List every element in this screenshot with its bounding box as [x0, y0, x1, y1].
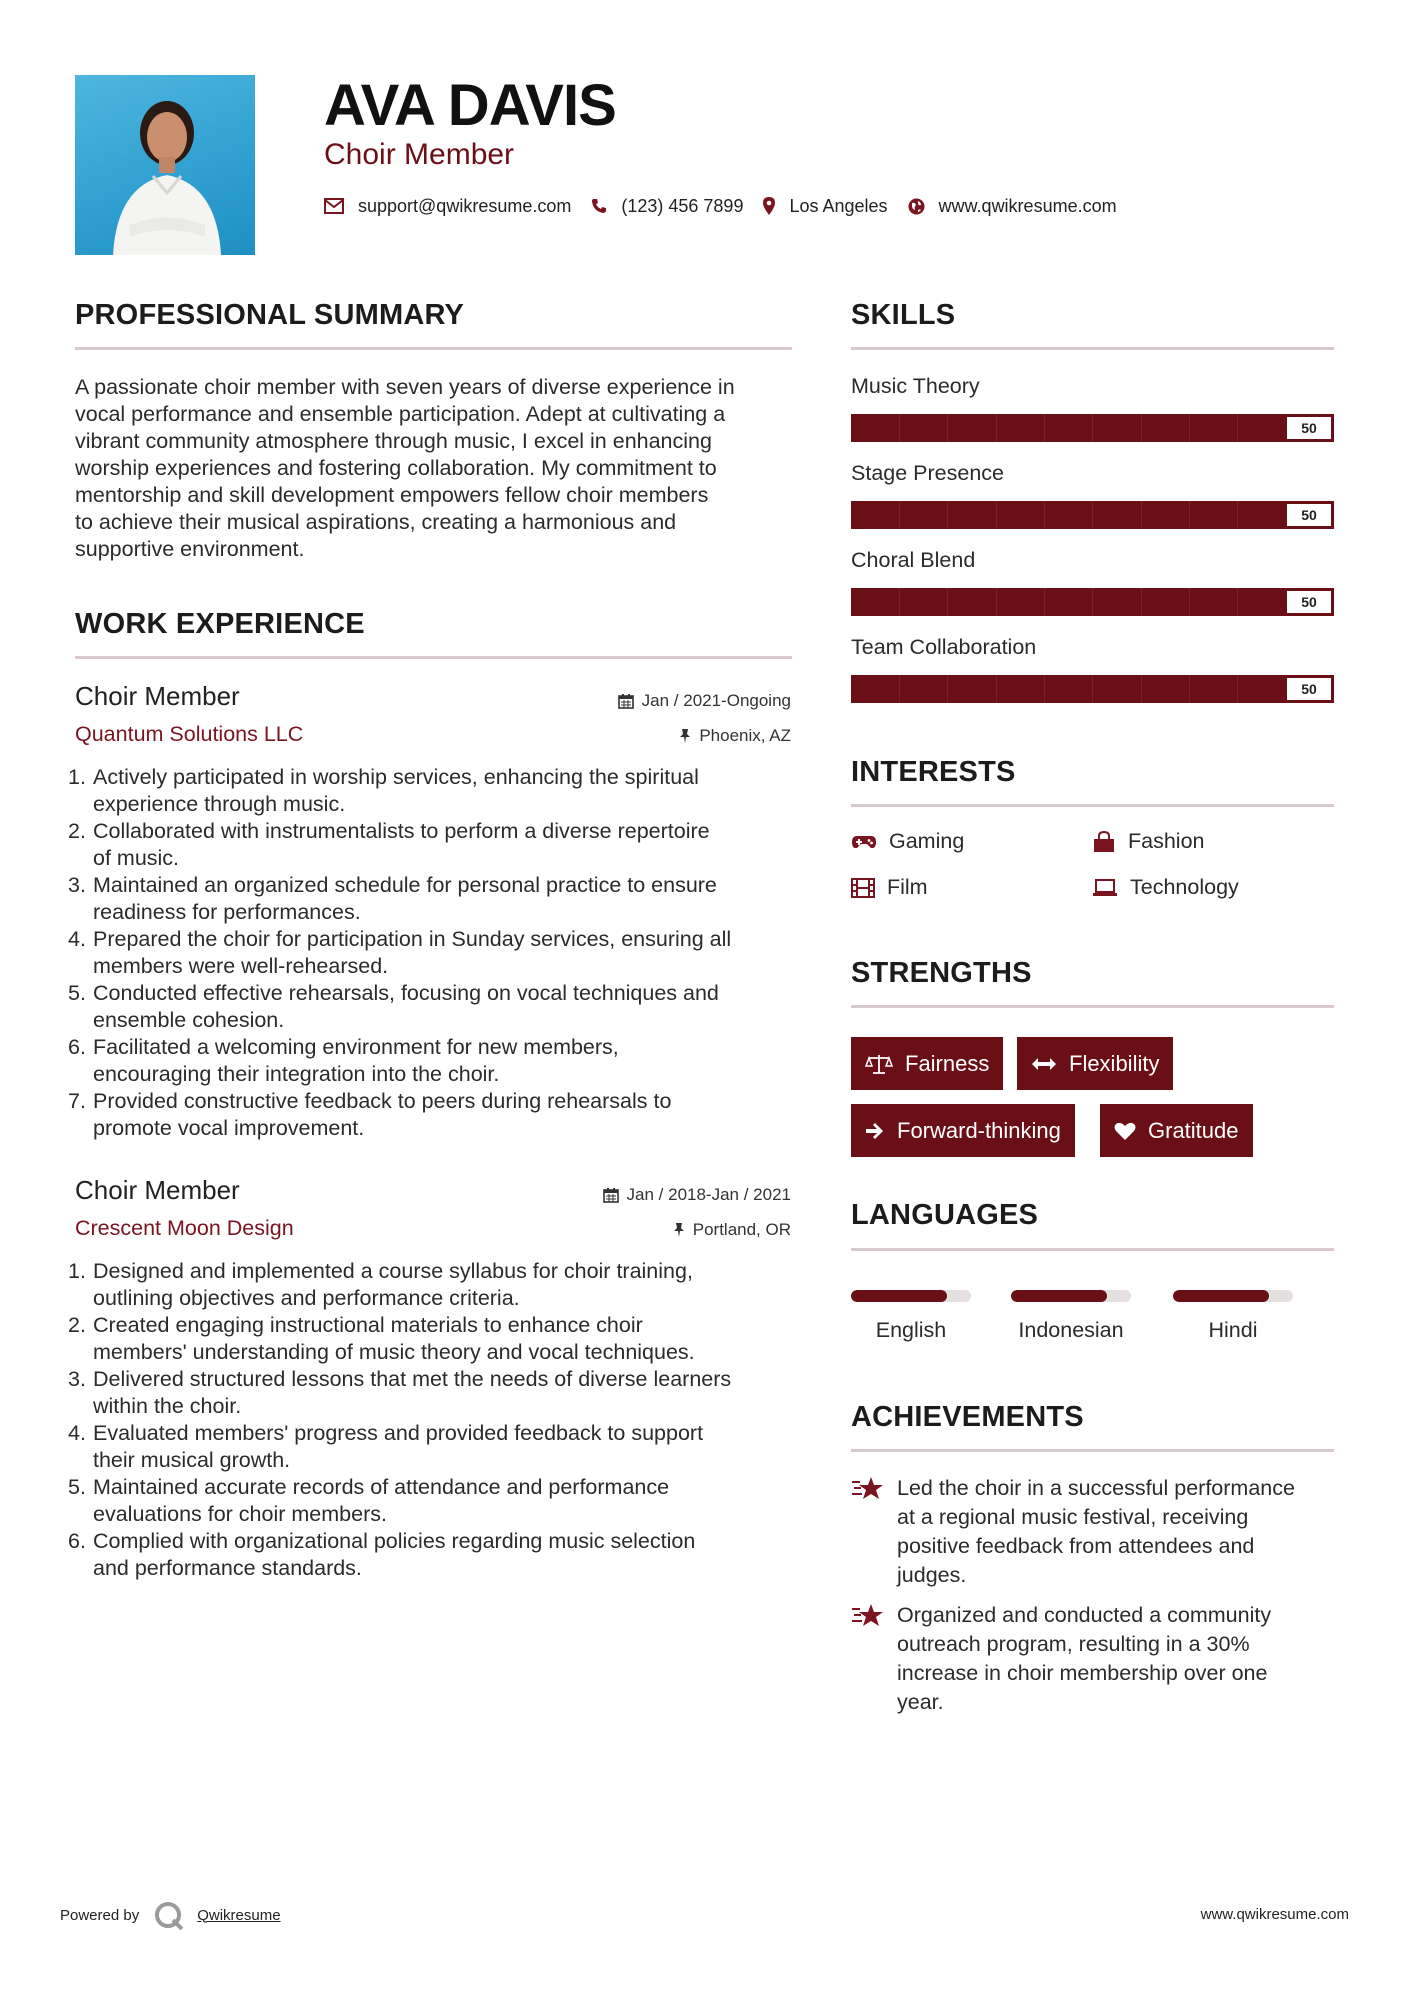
list-item-line: experience through music. [93, 792, 346, 816]
summary-rule [75, 347, 792, 350]
achievement-text [897, 1601, 1271, 1717]
job-company: Crescent Moon Design [75, 1216, 294, 1240]
achievements-rule [851, 1449, 1334, 1452]
list-item-number: 3. [68, 1367, 86, 1391]
envelope-icon [324, 198, 344, 214]
list-item-line: Complied with organizational policies regarding music selection [93, 1529, 696, 1553]
job-dates [618, 691, 791, 711]
job-location-text: Phoenix, AZ [699, 726, 791, 745]
job-dates-text: Jan / 2021-Ongoing [641, 691, 791, 710]
gamepad-icon [851, 833, 877, 851]
achievement-line: increase in choir membership over one [897, 1661, 1268, 1685]
list-item-line: within the choir. [93, 1394, 242, 1418]
summary-line: supportive environment. [75, 537, 305, 561]
list-item-number: 2. [68, 819, 86, 843]
interest-label: Gaming [889, 829, 965, 853]
list-item-number: 3. [68, 873, 86, 897]
strength-label: Gratitude [1148, 1117, 1239, 1143]
language-level-bar [1173, 1290, 1293, 1302]
interest-item [851, 875, 928, 900]
job-bullets [68, 1258, 793, 1582]
contact-email-text: support@qwikresume.com [358, 195, 572, 216]
job-location [679, 726, 791, 746]
interest-item [851, 829, 964, 854]
arrow-right-icon [865, 1122, 885, 1140]
summary-line: worship experiences and fostering collaboration. My commitment to [75, 456, 717, 480]
list-item [68, 926, 793, 980]
skill-value: 50 [1287, 417, 1331, 439]
qwikresume-logo-icon [153, 1900, 187, 1930]
skills-rule [851, 347, 1334, 350]
globe-icon [908, 198, 925, 215]
job-title: Choir Member [75, 681, 240, 711]
skill-value: 50 [1287, 678, 1331, 700]
list-item [68, 1528, 793, 1582]
interest-item [1092, 829, 1205, 854]
list-item-number: 5. [68, 1475, 86, 1499]
list-item-line: members were well-rehearsed. [93, 954, 389, 978]
brand-link[interactable]: Qwikresume [197, 1906, 281, 1924]
language-level-bar [1011, 1290, 1131, 1302]
powered-by-label: Powered by [60, 1906, 140, 1924]
contact-website[interactable] [908, 196, 1117, 217]
strength-chip [851, 1037, 1003, 1090]
language-name: Indonesian [1018, 1318, 1124, 1342]
shopping-bag-icon [1092, 831, 1116, 853]
list-item-line: members' understanding of music theory and vocal techniques. [93, 1340, 695, 1364]
language-level-fill [1173, 1290, 1269, 1302]
strength-chip [1100, 1104, 1253, 1157]
languages-heading: LANGUAGES [851, 1199, 1039, 1231]
list-item [68, 1258, 793, 1312]
strength-label: Forward-thinking [897, 1117, 1061, 1143]
list-item-line: Created engaging instructional materials to enhance choir [93, 1313, 643, 1337]
list-item-number: 4. [68, 927, 86, 951]
skill-bar [851, 414, 1334, 442]
candidate-name: AVA DAVIS [324, 73, 616, 138]
strengths-heading: STRENGTHS [851, 957, 1032, 989]
language-level-fill [851, 1290, 947, 1302]
list-item-line: ensemble cohesion. [93, 1008, 285, 1032]
list-item-line: Prepared the choir for participation in Sunday services, ensuring all [93, 927, 732, 951]
skill-value: 50 [1287, 504, 1331, 526]
skill-bar [851, 588, 1334, 616]
job-dates [603, 1185, 791, 1205]
achievement-line: judges. [897, 1563, 967, 1587]
list-item-line: encouraging their integration into the choir. [93, 1062, 500, 1086]
achievement-line: positive feedback from attendees and [897, 1534, 1255, 1558]
list-item-line: evaluations for choir members. [93, 1502, 387, 1526]
skill-name: Music Theory [851, 374, 980, 398]
calendar-icon [618, 693, 634, 709]
list-item-line: Conducted effective rehearsals, focusing on vocal techniques and [93, 981, 719, 1005]
interests-rule [851, 804, 1334, 807]
pushpin-icon [679, 728, 691, 744]
language-level-bar [851, 1290, 971, 1302]
achievement-item [851, 1601, 1341, 1717]
list-item [68, 1420, 793, 1474]
achievement-item [851, 1474, 1341, 1590]
contact-phone-text: (123) 456 7899 [621, 195, 744, 216]
list-item [68, 1034, 793, 1088]
contact-phone[interactable] [591, 196, 743, 217]
list-item-line: Maintained accurate records of attendance and performance [93, 1475, 670, 1499]
calendar-icon [603, 1187, 619, 1203]
strength-label: Fairness [905, 1050, 990, 1076]
skill-name: Choral Blend [851, 548, 976, 572]
experience-rule [75, 656, 792, 659]
job-bullets [68, 764, 793, 1142]
film-icon [851, 878, 875, 898]
languages-rule [851, 1248, 1334, 1251]
interest-label: Film [887, 875, 928, 899]
summary-line: A passionate choir member with seven years of diverse experience in [75, 375, 735, 399]
skill-name: Team Collaboration [851, 635, 1037, 659]
list-item-line: Actively participated in worship services, enhancing the spiritual [93, 765, 699, 789]
skill-bar [851, 675, 1334, 703]
list-item-line: Designed and implemented a course syllabus for choir training, [93, 1259, 693, 1283]
achievement-line: Organized and conducted a community [897, 1603, 1272, 1627]
list-item [68, 764, 793, 818]
job-location [673, 1220, 791, 1240]
summary-text [75, 374, 805, 563]
skill-bar [851, 501, 1334, 529]
candidate-role: Choir Member [324, 138, 515, 171]
list-item-number: 1. [68, 1259, 86, 1283]
achievement-line: year. [897, 1690, 944, 1714]
list-item-number: 6. [68, 1529, 86, 1553]
star-award-icon [851, 1603, 885, 1629]
arrows-horizontal-icon [1031, 1057, 1057, 1071]
list-item-number: 4. [68, 1421, 86, 1445]
laptop-icon [1092, 879, 1118, 897]
list-item-line: Evaluated members' progress and provided feedback to support [93, 1421, 704, 1445]
list-item-line: Maintained an organized schedule for personal practice to ensure [93, 873, 717, 897]
achievement-line: at a regional music festival, receiving [897, 1505, 1249, 1529]
phone-icon [591, 198, 607, 214]
achievements-heading: ACHIEVEMENTS [851, 1401, 1084, 1433]
map-marker-icon [763, 197, 775, 215]
list-item-line: readiness for performances. [93, 900, 361, 924]
job-company: Quantum Solutions LLC [75, 722, 304, 746]
list-item-line: outlining objectives and performance criteria. [93, 1286, 520, 1310]
list-item [68, 1088, 793, 1142]
contact-location [763, 196, 887, 217]
list-item-line: Provided constructive feedback to peers during rehearsals to [93, 1089, 672, 1113]
contact-website-text: www.qwikresume.com [938, 195, 1117, 216]
list-item-number: 2. [68, 1313, 86, 1337]
skill-name: Stage Presence [851, 461, 1004, 485]
strength-label: Flexibility [1069, 1050, 1160, 1076]
star-award-icon [851, 1476, 885, 1502]
list-item-number: 1. [68, 765, 86, 789]
skills-heading: SKILLS [851, 299, 956, 331]
list-item [68, 872, 793, 926]
list-item-line: Delivered structured lessons that met the needs of diverse learners [93, 1367, 732, 1391]
list-item-line: and performance standards. [93, 1556, 362, 1580]
list-item [68, 1474, 793, 1528]
strength-chip [1017, 1037, 1173, 1090]
summary-line: mentorship and skill development empowers fellow choir members [75, 483, 709, 507]
achievement-line: Led the choir in a successful performance [897, 1476, 1295, 1500]
language-name: English [875, 1318, 947, 1342]
portrait-image [75, 75, 255, 255]
list-item [68, 1366, 793, 1420]
footer-website[interactable]: www.qwikresume.com [1200, 1906, 1349, 1923]
interests-heading: INTERESTS [851, 756, 1016, 788]
list-item-line: Collaborated with instrumentalists to perform a diverse repertoire [93, 819, 710, 843]
balance-scale-icon [865, 1053, 893, 1075]
achievement-line: outreach program, resulting in a 30% [897, 1632, 1250, 1656]
list-item-number: 5. [68, 981, 86, 1005]
experience-heading: WORK EXPERIENCE [75, 608, 365, 640]
list-item [68, 980, 793, 1034]
list-item [68, 818, 793, 872]
list-item-number: 6. [68, 1035, 86, 1059]
summary-line: to achieve their musical aspirations, creating a harmonious and [75, 510, 677, 534]
list-item-line: promote vocal improvement. [93, 1116, 365, 1140]
list-item-line: Facilitated a welcoming environment for new members, [93, 1035, 619, 1059]
interest-label: Technology [1130, 875, 1239, 899]
contact-location-text: Los Angeles [789, 195, 888, 216]
list-item-line: their musical growth. [93, 1448, 291, 1472]
summary-line: vibrant community atmosphere through music, I excel in enhancing [75, 429, 712, 453]
summary-heading: PROFESSIONAL SUMMARY [75, 299, 465, 331]
list-item-line: of music. [93, 846, 180, 870]
job-location-text: Portland, OR [692, 1220, 791, 1239]
contact-email[interactable] [324, 196, 571, 217]
footer-powered-by [60, 1900, 281, 1930]
profile-photo [75, 75, 255, 255]
contact-bar [324, 194, 1137, 218]
language-level-fill [1011, 1290, 1107, 1302]
strength-chip [851, 1104, 1075, 1157]
language-name: Hindi [1208, 1318, 1258, 1342]
pushpin-icon [673, 1222, 685, 1238]
achievement-text [897, 1474, 1295, 1590]
job-title: Choir Member [75, 1175, 240, 1205]
summary-line: vocal performance and ensemble participation. Adept at cultivating a [75, 402, 726, 426]
skill-value: 50 [1287, 591, 1331, 613]
list-item [68, 1312, 793, 1366]
interest-label: Fashion [1128, 829, 1205, 853]
list-item-number: 7. [68, 1089, 86, 1113]
interest-item [1092, 875, 1239, 900]
strengths-rule [851, 1005, 1334, 1008]
heart-icon [1114, 1121, 1136, 1141]
job-dates-text: Jan / 2018-Jan / 2021 [626, 1185, 791, 1204]
